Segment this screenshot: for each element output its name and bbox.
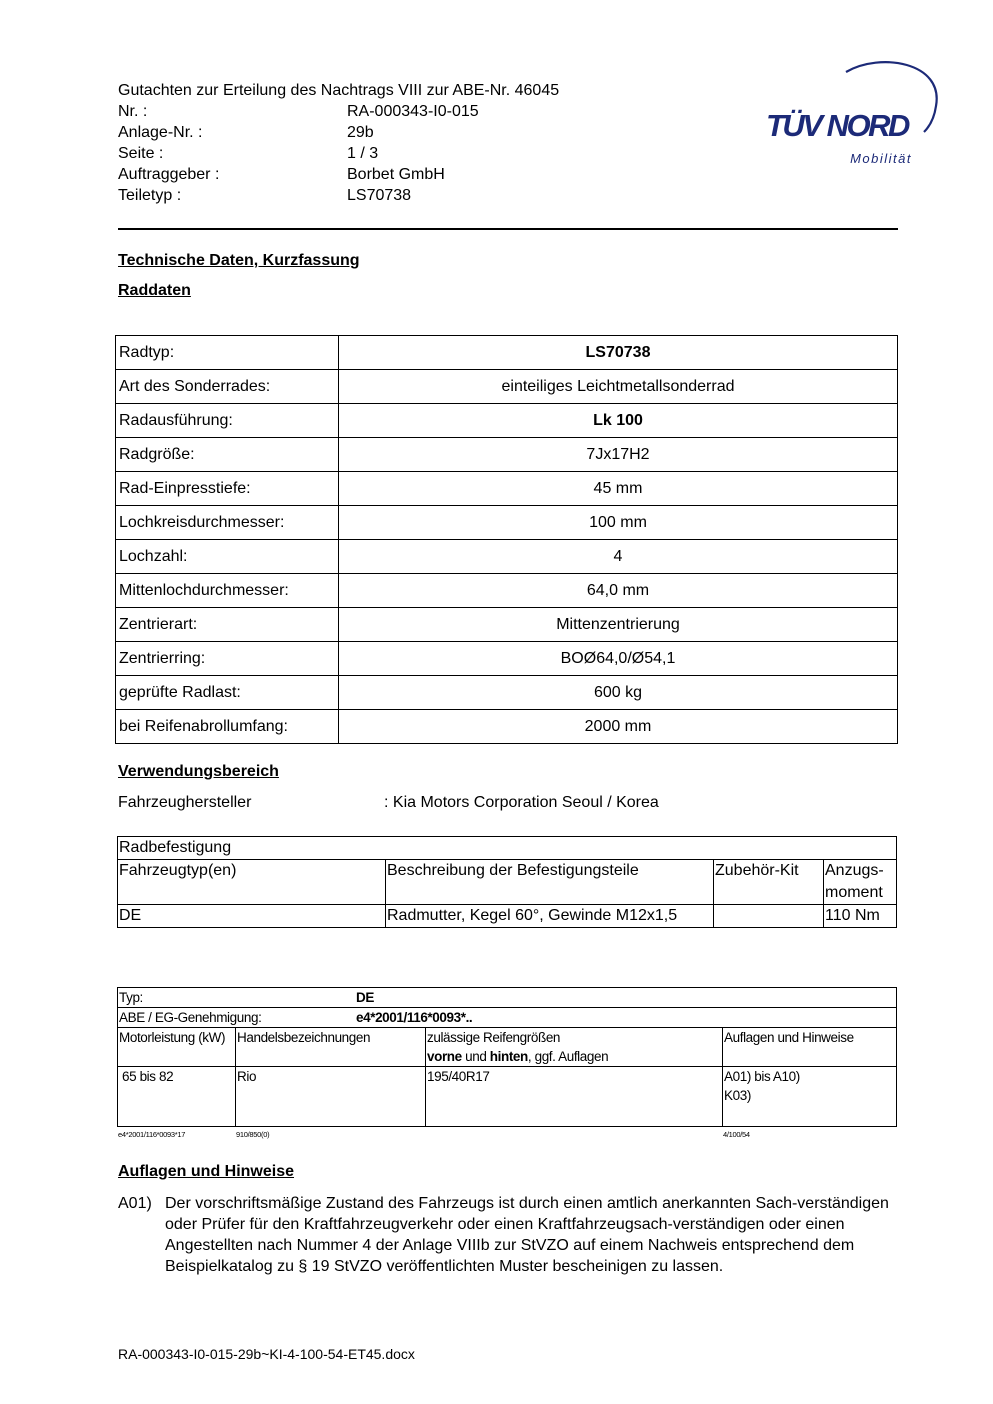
auflagen-line: K03) xyxy=(724,1088,751,1103)
raddaten-label: bei Reifenabrollumfang: xyxy=(116,710,339,744)
heading-verwendungsbereich: Verwendungsbereich xyxy=(118,763,279,780)
raddaten-label: Radtyp: xyxy=(116,336,339,370)
table-row xyxy=(116,404,898,438)
table-row xyxy=(116,438,898,472)
reifen-vorne: vorne xyxy=(427,1049,462,1064)
header-value: 29b xyxy=(347,124,374,141)
raddaten-label: Radausführung: xyxy=(116,404,339,438)
table-cell: 110 Nm xyxy=(824,905,897,928)
header-row-seite xyxy=(118,143,559,164)
raddaten-label: Lochzahl: xyxy=(116,540,339,574)
table-row xyxy=(116,506,898,540)
header-label: Teiletyp : xyxy=(118,187,182,204)
column-header-auflagen: Auflagen und Hinweise xyxy=(723,1028,897,1067)
header-label: Nr. : xyxy=(118,103,148,120)
footnote-genehmigung: e4*2001/116*0093*17 xyxy=(118,1130,186,1139)
raddaten-value: 4 xyxy=(339,540,898,574)
header-row-anlage xyxy=(118,122,559,143)
header-value: Borbet GmbH xyxy=(347,166,445,183)
header-divider xyxy=(118,228,898,230)
raddaten-label: Art des Sonderrades: xyxy=(116,370,339,404)
typ-label: Typ: xyxy=(119,990,143,1005)
reifen-hinten: hinten xyxy=(489,1049,528,1064)
header-label: Auftraggeber : xyxy=(118,166,220,183)
raddaten-label: Lochkreisdurchmesser: xyxy=(116,506,339,540)
abe-label: ABE / EG-Genehmigung: xyxy=(119,1010,262,1025)
abe-value: e4*2001/116*0093*.. xyxy=(356,1010,473,1025)
table-cell: DE xyxy=(118,905,386,928)
table-row xyxy=(118,1008,897,1028)
column-header: Anzugs-moment xyxy=(824,860,897,905)
raddaten-value: einteiliges Leichtmetallsonderrad xyxy=(339,370,898,404)
reifen-und: und xyxy=(461,1049,490,1064)
raddaten-label: geprüfte Radlast: xyxy=(116,676,339,710)
raddaten-value: BOØ64,0/Ø54,1 xyxy=(339,642,898,676)
auflagen-code: A01) xyxy=(118,1195,152,1212)
table-row xyxy=(116,336,898,370)
abe-row xyxy=(118,1008,897,1028)
table-row xyxy=(118,1067,897,1127)
handel-cell: Rio xyxy=(236,1067,426,1127)
raddaten-value: 600 kg xyxy=(339,676,898,710)
table-row xyxy=(118,905,897,928)
motor-cell: 65 bis 82 xyxy=(118,1067,236,1127)
table-row xyxy=(116,676,898,710)
table-row xyxy=(116,574,898,608)
raddaten-table xyxy=(115,335,898,744)
table-header-row xyxy=(118,1028,897,1067)
table-row xyxy=(116,472,898,506)
table-header-row xyxy=(118,860,897,905)
table-row xyxy=(118,988,897,1008)
header-label: Anlage-Nr. : xyxy=(118,124,203,141)
header-value: RA-000343-I0-015 xyxy=(347,103,479,120)
reifen-header-line2 xyxy=(427,1047,721,1066)
column-header-handel: Handelsbezeichnungen xyxy=(236,1028,426,1067)
document-header xyxy=(118,80,559,206)
table-row xyxy=(116,710,898,744)
auflagen-item xyxy=(118,1193,898,1277)
table-row xyxy=(116,642,898,676)
raddaten-label: Mittenlochdurchmesser: xyxy=(116,574,339,608)
auflagen-cell xyxy=(723,1067,897,1127)
heading-technische-daten: Technische Daten, Kurzfassung xyxy=(118,252,360,269)
document-footer: RA-000343-I0-015-29b~KI-4-100-54-ET45.docx xyxy=(118,1346,415,1362)
table-cell: Radmutter, Kegel 60°, Gewinde M12x1,5 xyxy=(386,905,714,928)
column-header-reifen xyxy=(426,1028,723,1067)
raddaten-value: 45 mm xyxy=(339,472,898,506)
raddaten-value: 2000 mm xyxy=(339,710,898,744)
logo-brand: TÜV NORD xyxy=(766,108,908,143)
typ-value: DE xyxy=(356,990,374,1005)
table-row xyxy=(116,540,898,574)
header-row-auftraggeber xyxy=(118,164,559,185)
table-row xyxy=(116,370,898,404)
reifen-rest: , ggf. Auflagen xyxy=(527,1049,609,1064)
radbefestigung-title: Radbefestigung xyxy=(118,837,897,860)
typ-table xyxy=(117,987,897,1127)
raddaten-value: 100 mm xyxy=(339,506,898,540)
raddaten-label: Rad-Einpresstiefe: xyxy=(116,472,339,506)
hersteller-value: : Kia Motors Corporation Seoul / Korea xyxy=(384,794,659,811)
table-row xyxy=(116,608,898,642)
raddaten-label: Radgröße: xyxy=(116,438,339,472)
header-row-teiletyp xyxy=(118,185,559,206)
raddaten-value: Mittenzentrierung xyxy=(339,608,898,642)
typ-row xyxy=(118,988,897,1008)
column-header: Fahrzeugtyp(en) xyxy=(118,860,386,905)
column-header: Beschreibung der Befestigungsteile xyxy=(386,860,714,905)
header-value: LS70738 xyxy=(347,187,412,204)
document-title: Gutachten zur Erteilung des Nachtrags VIII zur ABE-Nr. 46045 xyxy=(118,82,560,99)
header-label: Seite : xyxy=(118,145,164,162)
footnote-code: 910/850(0) xyxy=(236,1130,270,1139)
raddaten-value: Lk 100 xyxy=(339,404,898,438)
column-header-motor: Motorleistung (kW) xyxy=(118,1028,236,1067)
table-row xyxy=(118,837,897,860)
tuev-nord-logo xyxy=(760,58,942,170)
radbefestigung-table xyxy=(117,836,897,928)
auflagen-text: Der vorschriftsmäßige Zustand des Fahrzeugs ist durch einen amtlich anerkannten Sach-verständigen oder Prüfer für den Kraftfahrzeugverkehr oder einen Kraftfahrzeugsach-verständigen oder einen Angestellten nach Nummer 4 der Anlage VIIIb zur StVZO auf einem Nachweis entsprechend dem Beispielkatalog zu § 19 StVZO veröffentlichten Muster bescheinigen zu lassen. xyxy=(165,1195,889,1275)
auflagen-line: A01) bis A10) xyxy=(724,1069,800,1084)
hersteller-label: Fahrzeughersteller xyxy=(118,794,252,811)
column-header: Zubehör-Kit xyxy=(714,860,824,905)
heading-auflagen: Auflagen und Hinweise xyxy=(118,1163,295,1180)
raddaten-value: 64,0 mm xyxy=(339,574,898,608)
reifen-cell: 195/40R17 xyxy=(426,1067,723,1127)
raddaten-label: Zentrierart: xyxy=(116,608,339,642)
reifen-header-line1: zulässige Reifengrößen xyxy=(427,1030,561,1045)
heading-raddaten: Raddaten xyxy=(118,282,191,299)
raddaten-value: LS70738 xyxy=(339,336,898,370)
footnote-lk: 4/100/54 xyxy=(723,1130,750,1139)
header-row-nr xyxy=(118,101,559,122)
raddaten-value: 7Jx17H2 xyxy=(339,438,898,472)
header-value: 1 / 3 xyxy=(347,145,379,162)
table-cell xyxy=(714,905,824,928)
logo-subtitle: Mobilität xyxy=(850,151,912,166)
raddaten-label: Zentrierring: xyxy=(116,642,339,676)
